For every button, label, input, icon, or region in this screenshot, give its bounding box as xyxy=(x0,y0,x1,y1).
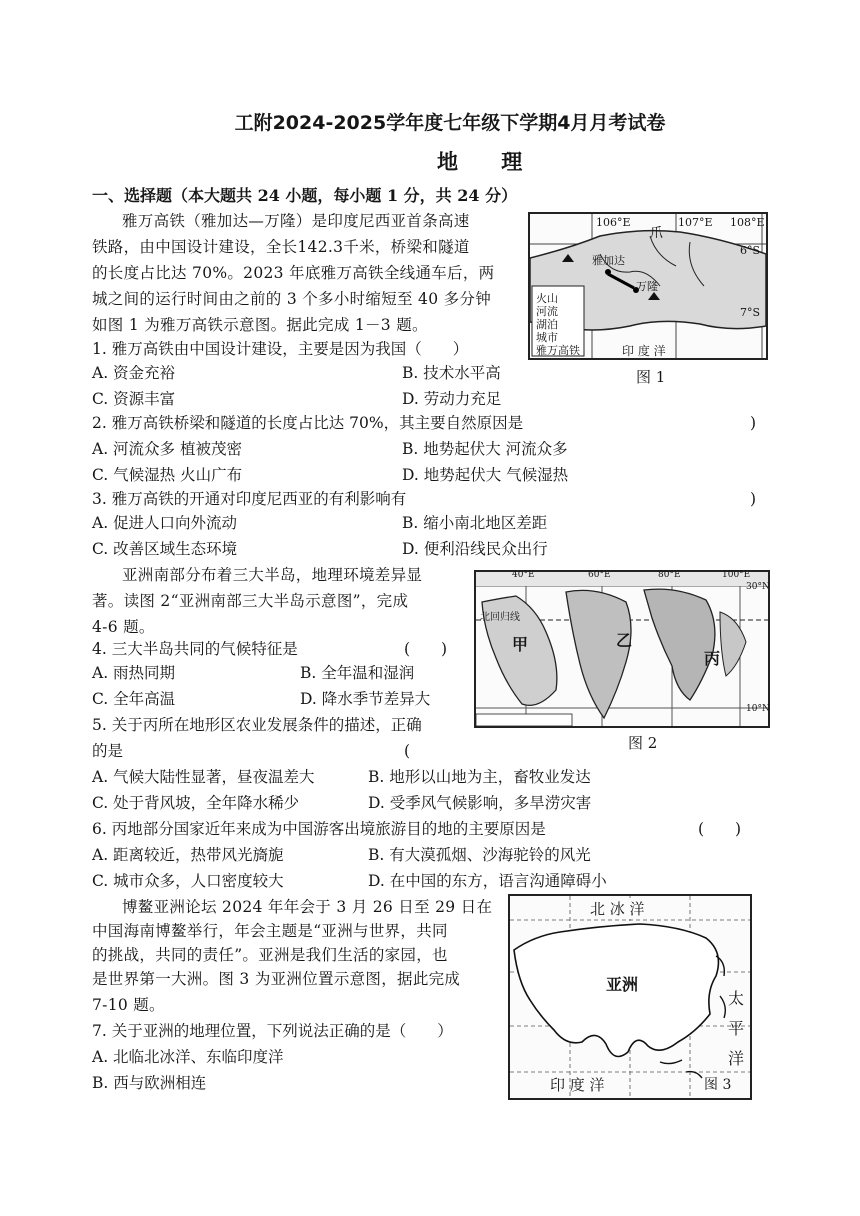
fig1-ocean-label: 印 度 洋 xyxy=(622,344,666,358)
fig2-peninsula-bing: 丙 xyxy=(704,649,721,668)
fig1-city-jakarta: 雅加达 xyxy=(592,254,625,267)
intro1-line: 的长度占比达 70%。2023 年底雅万高铁全线通车后，两 xyxy=(92,264,495,282)
fig1-legend-railway: 雅万高铁 xyxy=(536,344,580,357)
option-b: B. 地形以山地为主，畜牧业发达 xyxy=(368,768,591,786)
figure-3-drawing xyxy=(510,896,750,1098)
option-a: A. 气候大陆性显著，昼夜温差大 xyxy=(92,768,315,786)
exam-title: 工附2024-2025学年度七年级下学期4月月考试卷 xyxy=(234,112,666,134)
section-heading: 一、选择题（本大题共 24 小题，每小题 1 分，共 24 分） xyxy=(92,186,518,205)
figure-1-caption: 图 1 xyxy=(636,368,666,386)
fig2-lon-60: 60°E xyxy=(588,570,611,580)
fig3-arctic-label: 北 冰 洋 xyxy=(590,900,645,918)
option-c: C. 城市众多，人口密度较大 xyxy=(92,872,284,890)
option-d: D. 降水季节差异大 xyxy=(300,690,431,708)
fig1-lon-107: 107°E xyxy=(678,216,713,229)
answer-paren: ( xyxy=(404,742,411,760)
fig2-lat-30n: 30°N xyxy=(746,582,770,592)
answer-paren: ( ) xyxy=(404,640,448,658)
intro1-line: 铁路，由中国设计建设，全长142.3千米，桥梁和隧道 xyxy=(92,238,470,256)
question-stem: 3. 雅万高铁的开通对印度尼西亚的有利影响有 xyxy=(92,490,407,508)
option-d: D. 在中国的东方，语言沟通障碍小 xyxy=(368,872,607,890)
option-a: A. 促进人口向外流动 xyxy=(92,514,238,532)
question-stem: 6. 丙地部分国家近年来成为中国游客出境旅游目的地的主要原因是 xyxy=(92,820,546,838)
fig3-asia-label: 亚洲 xyxy=(606,975,639,994)
fig1-island-label: 爪 xyxy=(650,226,664,241)
option-c: C. 处于背风坡，全年降水稀少 xyxy=(92,794,300,812)
intro3-line: 中国海南博鳌举行，年会主题是“亚洲与世界，共同 xyxy=(92,922,448,940)
option-b: B. 有大漠孤烟、沙海驼铃的风光 xyxy=(368,846,591,864)
option-b: B. 全年温和湿润 xyxy=(300,664,415,682)
fig1-lon-108: 108°E xyxy=(730,216,765,229)
option-d: D. 便利沿线民众出行 xyxy=(402,540,548,558)
intro2-line: 亚洲南部分布着三大半岛，地理环境差异显 xyxy=(122,566,423,584)
option-c: C. 全年高温 xyxy=(92,690,176,708)
intro3-line: 是世界第一大洲。图 3 为亚洲位置示意图，据此完成 xyxy=(92,970,461,988)
question-stem: 2. 雅万高铁桥梁和隧道的长度占比达 70%，其主要自然原因是 xyxy=(92,414,524,432)
fig1-legend-river: 河流 xyxy=(536,305,558,318)
fig1-city-bandung: 万隆 xyxy=(636,280,658,293)
option-a: A. 资金充裕 xyxy=(92,364,176,382)
fig3-pacific-2: 平 xyxy=(728,1019,745,1038)
fig3-pacific-3: 洋 xyxy=(728,1049,745,1068)
fig2-lon-100: 100°E xyxy=(722,570,751,580)
answer-paren: ( ) xyxy=(698,820,742,838)
intro2-line: 4-6 题。 xyxy=(92,618,155,636)
fig3-pacific-1: 太 xyxy=(728,989,745,1008)
option-c: C. 气候湿热 火山广布 xyxy=(92,466,243,484)
option-b: B. 地势起伏大 河流众多 xyxy=(402,440,568,458)
fig1-lat-6s: 6°S xyxy=(740,244,761,257)
answer-paren: ) xyxy=(750,414,757,432)
fig2-tropic-label: 北回归线 xyxy=(480,612,520,623)
fig2-lon-80: 80°E xyxy=(658,570,681,580)
intro3-line: 的挑战，共同的责任”。亚洲是我们生活的家园，也 xyxy=(92,946,448,964)
figure-2-caption: 图 2 xyxy=(628,734,658,752)
figure-2-map xyxy=(474,570,770,728)
figure-3-map xyxy=(508,894,752,1100)
option-d: D. 地势起伏大 气候湿热 xyxy=(402,466,569,484)
answer-paren: ) xyxy=(750,490,757,508)
option-c: C. 资源丰富 xyxy=(92,390,176,408)
intro1-line: 城之间的运行时间由之前的 3 个多小时缩短至 40 多分钟 xyxy=(92,290,491,308)
question-stem: 1. 雅万高铁由中国设计建设，主要是因为我国（ ） xyxy=(92,340,469,358)
subject-title: 地 理 xyxy=(437,150,541,174)
figure-1-map xyxy=(528,212,768,360)
option-b: B. 缩小南北地区差距 xyxy=(402,514,548,532)
figure-3-caption: 图 3 xyxy=(704,1077,732,1093)
fig1-lon-106: 106°E xyxy=(596,216,631,229)
fig2-lon-40: 40°E xyxy=(512,570,535,580)
intro1-line: 雅万高铁（雅加达—万隆）是印度尼西亚首条高速 xyxy=(122,212,470,230)
question-stem: 5. 关于丙所在地形区农业发展条件的描述，正确 xyxy=(92,716,422,734)
intro3-line: 7-10 题。 xyxy=(92,996,165,1014)
intro3-line: 博鳌亚洲论坛 2024 年年会于 3 月 26 日至 29 日在 xyxy=(122,898,493,916)
option-b: B. 西与欧洲相连 xyxy=(92,1074,207,1092)
option-c: C. 改善区域生态环境 xyxy=(92,540,238,558)
option-b: B. 技术水平高 xyxy=(402,364,501,382)
fig2-peninsula-jia: 甲 xyxy=(512,635,529,654)
fig1-lat-7s: 7°S xyxy=(740,306,761,319)
option-a: A. 雨热同期 xyxy=(92,664,176,682)
question-stem: 7. 关于亚洲的地理位置，下列说法正确的是（ ） xyxy=(92,1022,453,1040)
option-a: A. 河流众多 植被茂密 xyxy=(92,440,242,458)
intro1-line: 如图 1 为雅万高铁示意图。据此完成 1－3 题。 xyxy=(92,316,428,334)
option-d: D. 受季风气候影响，多旱涝灾害 xyxy=(368,794,592,812)
question-stem-cont: 的是 xyxy=(92,742,124,760)
question-stem: 4. 三大半岛共同的气候特征是 xyxy=(92,640,298,658)
option-d: D. 劳动力充足 xyxy=(402,390,502,408)
fig1-legend-volcano: 火山 xyxy=(536,292,558,305)
fig2-peninsula-yi: 乙 xyxy=(616,631,633,650)
option-a: A. 北临北冰洋、东临印度洋 xyxy=(92,1048,284,1066)
option-a: A. 距离较近，热带风光旖旎 xyxy=(92,846,284,864)
intro2-line: 著。读图 2“亚洲南部三大半岛示意图”，完成 xyxy=(92,592,409,610)
fig1-legend-city: 城市 xyxy=(536,331,558,344)
fig2-lat-10n: 10°N xyxy=(746,704,770,714)
fig1-legend-lake: 湖泊 xyxy=(536,318,558,331)
fig3-indian-label: 印 度 洋 xyxy=(550,1076,605,1094)
